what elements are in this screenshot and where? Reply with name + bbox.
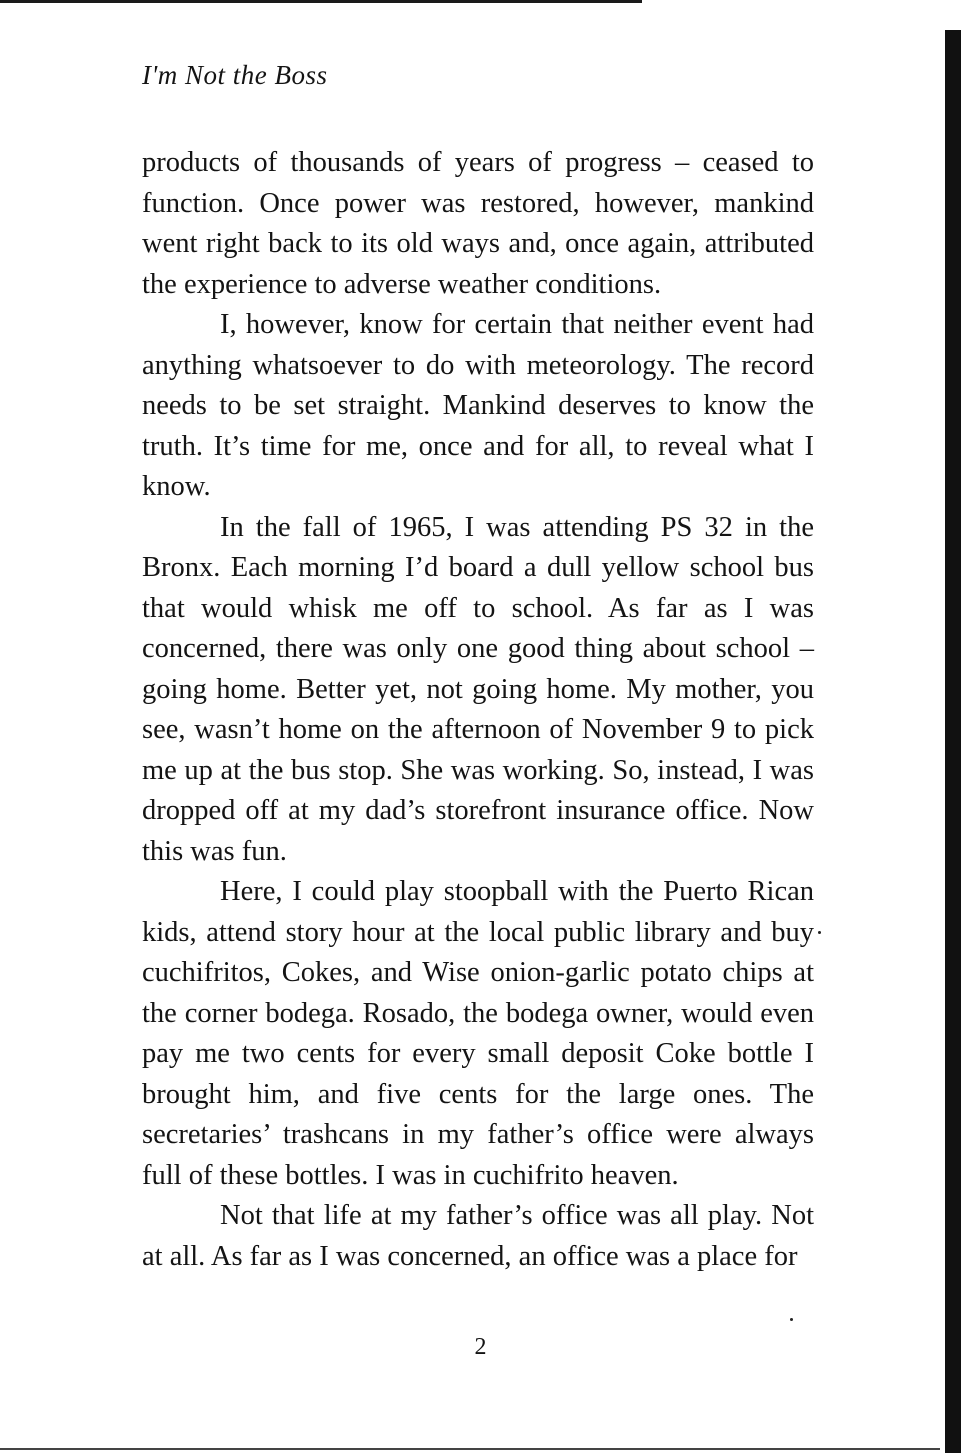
paragraph-2: I, however, know for certain that neither event had anything whatsoever to do with meteorology. The record needs to be set straight. Mankind deserves to know the truth. It’s time for me, once and for all, to reveal what I know. [142,309,814,502]
scan-speck [818,931,821,934]
paragraph-1: products of thousands of years of progress – ceased to function. Once power was restored, however, mankind went right back to its old ways and, once again, attributed the experience to adverse weather conditions. [142,147,814,300]
paragraph-5: Not that life at my father’s office was all play. Not at all. As far as I was concerned, an office was a place for [142,1200,814,1272]
page-body [142,143,814,1277]
scan-speck [790,1318,793,1321]
paragraph-3: In the fall of 1965, I was attending PS 32 in the Bronx. Each morning I’d board a dull yellow school bus that would whisk me off to school. As far as I was concerned, there was only one good thing about school – going home. Better yet, not going home. My mother, you see, wasn’t home on the afternoon of November 9 to pick me up at the bus stop. She was working. So, instead, I was dropped off at my dad’s storefront insurance office. Now this was fun. [142,511,814,867]
paragraph-4: Here, I could play stoopball with the Puerto Rican kids, attend story hour at the local public library and buy cuchifritos, Cokes, and Wise onion-garlic potato chips at the corner bodega. Rosado, the bodega owner, would even pay me two cents for every small deposit Coke bottle I brought him, and five cents for the large ones. The secretaries’ trashcans in my father’s office were always full of these bottles. I was in cuchifrito heaven. [142,876,814,1191]
page-number: 2 [474,1334,487,1360]
scan-edge-top [0,0,642,3]
scan-edge-bottom [0,1448,940,1450]
running-head: I'm Not the Boss [142,60,328,90]
scan-edge-right [945,30,961,1453]
